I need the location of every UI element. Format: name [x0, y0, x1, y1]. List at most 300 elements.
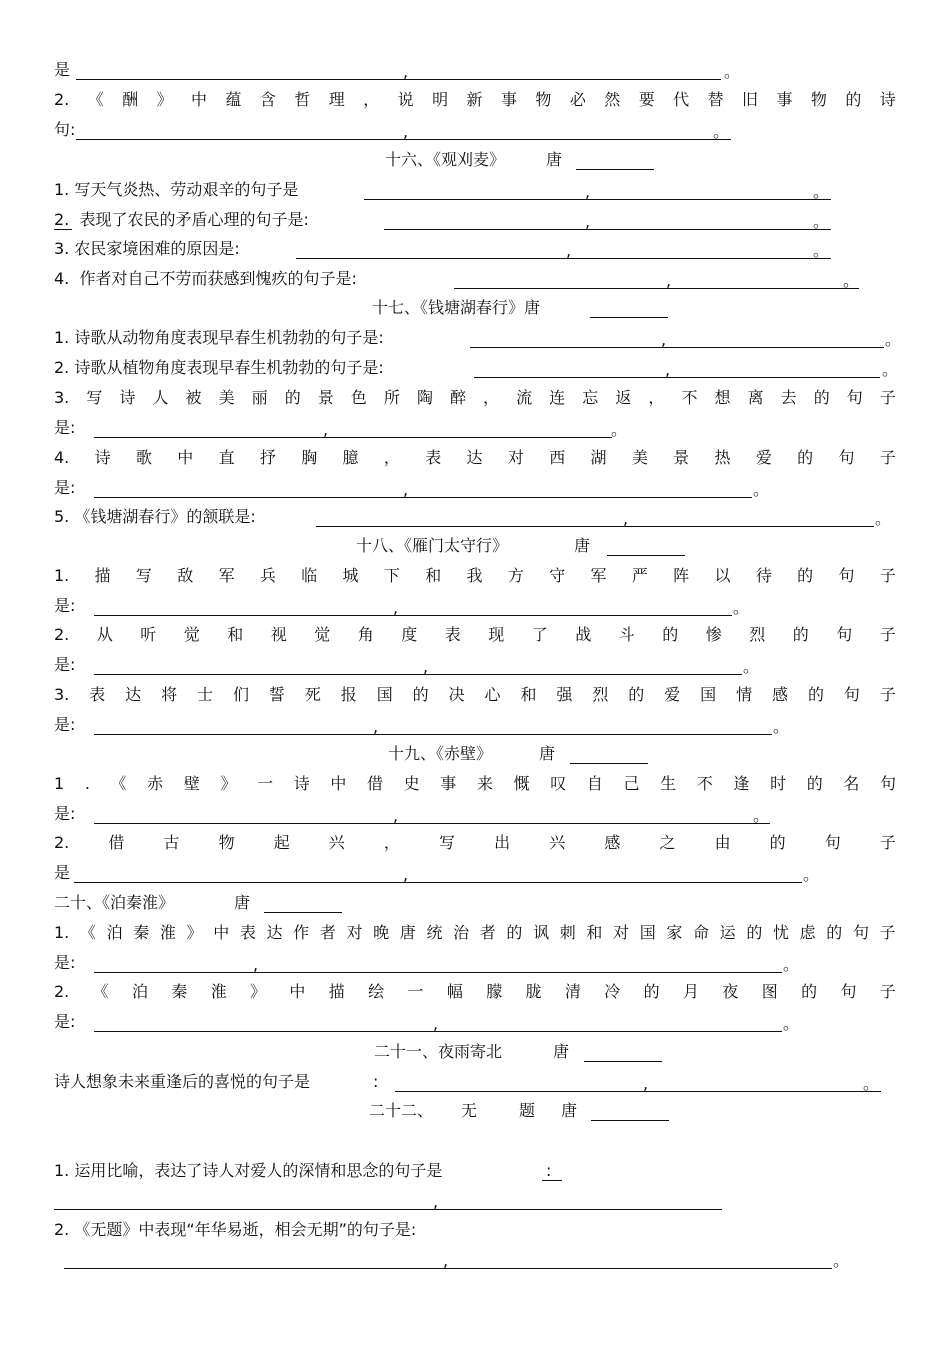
question-char: 觉	[183, 625, 200, 644]
question-char: 报	[340, 685, 357, 704]
question-char: 夜	[722, 982, 739, 1001]
question-char: 兴	[328, 833, 345, 852]
question-char: 统	[426, 923, 443, 942]
question-char: 的	[643, 982, 660, 1001]
period-mark: 。	[875, 509, 892, 528]
question-char: 虑	[799, 923, 816, 942]
question-char: 心	[484, 685, 501, 704]
question-char: 人	[152, 388, 169, 407]
period-mark: 。	[863, 1074, 880, 1093]
question-char: ，	[483, 388, 500, 407]
question-char: 表	[89, 685, 106, 704]
question-char: 写	[439, 833, 456, 852]
period-mark: 。	[882, 360, 899, 379]
question-char: 物	[535, 90, 552, 109]
answer-blank[interactable]	[316, 526, 874, 527]
line-prefix: 是:	[54, 953, 76, 972]
question-char: 景	[673, 448, 690, 467]
question-char: 中	[330, 774, 347, 793]
question-char: 情	[736, 685, 753, 704]
comma-mark: ,	[433, 1014, 439, 1033]
comma-mark: ,	[373, 717, 379, 736]
question-char: 的	[412, 685, 429, 704]
question-label: 2. 诗歌从植物角度表现早春生机勃勃的句子是:	[54, 358, 384, 377]
question-char: 对	[507, 448, 524, 467]
question-char: 壁	[183, 774, 200, 793]
answer-blank[interactable]	[296, 258, 831, 259]
question-label: 5. 《钱塘湖春行》的颔联是:	[54, 507, 256, 526]
question-char: 想	[714, 388, 731, 407]
comma-mark: ,	[423, 657, 429, 676]
s19-q2-line1	[54, 833, 896, 853]
question-char: 们	[232, 685, 249, 704]
s18-q2-line1	[54, 625, 896, 645]
question-char: 中	[213, 923, 230, 942]
question-char: 以	[714, 566, 731, 585]
question-char: 》	[220, 774, 237, 793]
question-char: 子	[879, 448, 896, 467]
period-mark: 。	[753, 806, 770, 825]
dynasty-label: 唐	[574, 536, 591, 555]
question-char: 事	[776, 90, 793, 109]
question-char: 清	[564, 982, 581, 1001]
question-char: 从	[96, 625, 113, 644]
question-char: 烈	[749, 625, 766, 644]
question-char: 家	[666, 923, 683, 942]
s20-q2-line1	[54, 982, 896, 1002]
question-char: 觉	[314, 625, 331, 644]
section-title-char: 无	[461, 1101, 478, 1120]
question-char: 感	[604, 833, 621, 852]
question-char: 明	[432, 90, 449, 109]
question-char: 惨	[705, 625, 722, 644]
question-char: 陶	[416, 388, 433, 407]
question-char: 军	[590, 566, 607, 585]
question-char: 美	[631, 448, 648, 467]
period-mark: 。	[843, 271, 860, 290]
question-char: 代	[673, 90, 690, 109]
question-char: 待	[755, 566, 772, 585]
author-blank[interactable]	[570, 763, 648, 764]
line-prefix: 是:	[54, 804, 76, 823]
answer-blank[interactable]	[76, 79, 721, 80]
question-char: 1.	[54, 566, 70, 585]
question-char: 幅	[446, 982, 463, 1001]
section-title: 十六、《观刈麦》	[385, 150, 506, 169]
question-char: 句	[879, 774, 896, 793]
question-char: 图	[761, 982, 778, 1001]
section-title-char: 题	[519, 1101, 536, 1120]
question-char: 听	[140, 625, 157, 644]
s18-q3-line1	[54, 685, 896, 705]
question-char: 运	[719, 923, 736, 942]
section-title: 十八、《雁门太守行》	[356, 536, 509, 555]
question-char: 秦	[133, 923, 150, 942]
question-char: 子	[879, 388, 896, 407]
comma-mark: ,	[403, 480, 409, 499]
question-char: 2.	[54, 625, 70, 644]
question-char: 决	[448, 685, 465, 704]
question-char: 《	[87, 90, 104, 109]
author-blank[interactable]	[584, 1061, 662, 1062]
colon-mark: :	[546, 1161, 552, 1180]
question-char: 流	[516, 388, 533, 407]
answer-blank[interactable]	[454, 288, 859, 289]
question-char: 守	[549, 566, 566, 585]
question-char: 淮	[159, 923, 176, 942]
question-char: 臆	[342, 448, 359, 467]
question-char: 3.	[54, 388, 70, 407]
question-label: 1. 运用比喻，表达了诗人对爱人的深情和思念的句子是	[54, 1161, 443, 1180]
answer-blank[interactable]	[74, 882, 802, 883]
question-char: 离	[747, 388, 764, 407]
question-char: 》	[156, 90, 173, 109]
dynasty-label: 唐	[553, 1042, 570, 1061]
question-char: 句	[838, 448, 855, 467]
author-blank[interactable]	[264, 912, 342, 913]
question-char: 子	[879, 833, 896, 852]
question-char: 中	[191, 90, 208, 109]
question-char: 感	[772, 685, 789, 704]
question-char: 3.	[54, 685, 70, 704]
question-char: 对	[346, 923, 363, 942]
question-char: 角	[357, 625, 374, 644]
period-mark: 。	[833, 1251, 850, 1270]
answer-blank[interactable]	[470, 347, 884, 348]
section-title: 二十二、	[369, 1101, 434, 1120]
answer-blank[interactable]	[54, 1209, 722, 1210]
question-char: 《	[92, 982, 109, 1001]
comma-mark: ,	[643, 1074, 649, 1093]
question-char: 写	[135, 566, 152, 585]
question-char: 》	[250, 982, 267, 1001]
section-title: 二十、《泊秦淮》	[54, 893, 175, 912]
question-char: 现	[488, 625, 505, 644]
question-char: 斗	[618, 625, 635, 644]
question-char: 烈	[592, 685, 609, 704]
question-char: 忧	[772, 923, 789, 942]
period-mark: 。	[713, 122, 730, 141]
question-char: 直	[218, 448, 235, 467]
period-mark: 。	[885, 330, 902, 349]
question-char: 不	[696, 774, 713, 793]
question-char: 借	[367, 774, 384, 793]
question-char: 说	[397, 90, 414, 109]
question-char: 的	[801, 982, 818, 1001]
dynasty-label: 唐	[546, 150, 563, 169]
question-char: 句	[824, 833, 841, 852]
section-title: 十九、《赤壁》	[388, 744, 493, 763]
question-char: 将	[161, 685, 178, 704]
colon-underline	[542, 1180, 562, 1181]
line-prefix: 是:	[54, 715, 76, 734]
question-char: 古	[163, 833, 180, 852]
question-char: ，	[648, 388, 665, 407]
question-char: 的	[845, 90, 862, 109]
answer-blank[interactable]	[384, 229, 831, 230]
s20-q1-line1	[54, 923, 896, 943]
answer-blank[interactable]	[94, 497, 752, 498]
question-label: 2. 《无题》中表现“年华易逝，相会无期”的句子是:	[54, 1220, 417, 1239]
question-char: 唐	[399, 923, 416, 942]
question-char: 景	[317, 388, 334, 407]
question-char: 湖	[590, 448, 607, 467]
question-char: 新	[466, 90, 483, 109]
question-char: 写	[86, 388, 103, 407]
question-char: 国	[376, 685, 393, 704]
question-char: 不	[681, 388, 698, 407]
question-char: 己	[623, 774, 640, 793]
question-char: 慨	[513, 774, 530, 793]
question-char: 泊	[106, 923, 123, 942]
answer-blank[interactable]	[94, 615, 732, 616]
comma-mark: ,	[403, 122, 409, 141]
question-char: 的	[813, 388, 830, 407]
answer-blank[interactable]	[94, 972, 782, 973]
period-mark: 。	[783, 955, 800, 974]
author-blank[interactable]	[591, 1120, 669, 1121]
s19-q1-line1	[54, 774, 896, 794]
question-char: 自	[586, 774, 603, 793]
question-char: 西	[549, 448, 566, 467]
question-char: 兵	[259, 566, 276, 585]
dynasty-label: 唐	[539, 744, 556, 763]
question-char: 绘	[368, 982, 385, 1001]
period-mark: 。	[743, 657, 760, 676]
question-char: 含	[259, 90, 276, 109]
line-prefix: 是:	[54, 596, 76, 615]
question-char: 的	[797, 448, 814, 467]
dynasty-label: 唐	[234, 893, 251, 912]
comma-mark: ,	[393, 598, 399, 617]
question-char: ，	[363, 90, 380, 109]
question-char: 胸	[301, 448, 318, 467]
question-char: 名	[843, 774, 860, 793]
question-char: 借	[108, 833, 125, 852]
s17-q3-line1	[54, 388, 896, 408]
question-char: 的	[826, 923, 843, 942]
comma-mark: ,	[666, 271, 672, 290]
question-char: 的	[628, 685, 645, 704]
question-char: 的	[792, 625, 809, 644]
question-char: 之	[659, 833, 676, 852]
question-char: 战	[575, 625, 592, 644]
question-char: 爱	[755, 448, 772, 467]
comma-mark: ,	[566, 241, 572, 260]
question-char: 被	[185, 388, 202, 407]
question-char: 句	[836, 625, 853, 644]
question-char: 严	[631, 566, 648, 585]
question-char: 一	[407, 982, 424, 1001]
author-blank[interactable]	[576, 169, 654, 170]
question-char: 我	[466, 566, 483, 585]
question-char: 史	[403, 774, 420, 793]
colon-mark: :	[373, 1072, 379, 1091]
question-char: 表	[425, 448, 442, 467]
question-char: 酬	[122, 90, 139, 109]
question-char: 临	[301, 566, 318, 585]
question-char: 色	[350, 388, 367, 407]
answer-blank[interactable]	[94, 734, 772, 735]
section-title: 二十一、夜雨寄北	[374, 1042, 503, 1061]
question-label: 诗人想象未来重逢后的喜悦的句子是	[54, 1072, 311, 1091]
question-char: 事	[440, 774, 457, 793]
question-char: 抒	[259, 448, 276, 467]
question-char: 的	[806, 774, 823, 793]
question-char: 达	[266, 923, 283, 942]
question-char: 逢	[733, 774, 750, 793]
author-blank[interactable]	[590, 317, 668, 318]
question-char: 连	[549, 388, 566, 407]
question-char: 》	[186, 923, 203, 942]
question-label: 1. 写天气炎热、劳动艰辛的句子是	[54, 180, 299, 199]
question-char: 时	[770, 774, 787, 793]
question-char: 兴	[549, 833, 566, 852]
question-char: .	[84, 774, 90, 793]
number-underline	[54, 229, 72, 230]
question-char: 作	[293, 923, 310, 942]
comma-mark: ,	[661, 330, 667, 349]
question-char: 必	[569, 90, 586, 109]
question-char: 一	[257, 774, 274, 793]
question-char: 的	[797, 566, 814, 585]
question-char: 起	[273, 833, 290, 852]
question-char: 句	[843, 685, 860, 704]
period-mark: 。	[753, 480, 770, 499]
question-char: 的	[662, 625, 679, 644]
answer-blank[interactable]	[94, 674, 742, 675]
question-char: 死	[304, 685, 321, 704]
question-char: 物	[810, 90, 827, 109]
question-char: 热	[714, 448, 731, 467]
question-label: 1. 诗歌从动物角度表现早春生机勃勃的句子是:	[54, 328, 384, 347]
comma-mark: ,	[403, 865, 409, 884]
line-prefix: 句:	[54, 120, 76, 139]
question-char: 和	[425, 566, 442, 585]
period-mark: 。	[813, 241, 830, 260]
question-char: 视	[270, 625, 287, 644]
question-char: 所	[383, 388, 400, 407]
answer-blank[interactable]	[94, 437, 612, 438]
question-char: 描	[328, 982, 345, 1001]
question-char: 冷	[604, 982, 621, 1001]
comma-mark: ,	[433, 1192, 439, 1211]
question-char: 命	[693, 923, 710, 942]
question-char: ，	[383, 448, 400, 467]
line-prefix: 是	[54, 863, 71, 882]
question-char: 敌	[177, 566, 194, 585]
answer-blank[interactable]	[364, 199, 831, 200]
question-char: 阵	[673, 566, 690, 585]
question-char: 然	[604, 90, 621, 109]
dynasty-label: 唐	[561, 1101, 578, 1120]
line-prefix: 是:	[54, 655, 76, 674]
period-mark: 。	[803, 865, 820, 884]
question-char: 诗	[293, 774, 310, 793]
question-char: 的	[746, 923, 763, 942]
question-label: 2. 表现了农民的矛盾心理的句子是:	[54, 210, 309, 229]
period-mark: 。	[813, 212, 830, 231]
question-char: 生	[660, 774, 677, 793]
comma-mark: ,	[623, 509, 629, 528]
question-char: 由	[714, 833, 731, 852]
question-char: 强	[556, 685, 573, 704]
comma-mark: ,	[585, 182, 591, 201]
question-char: 达	[466, 448, 483, 467]
answer-blank[interactable]	[395, 1091, 881, 1092]
question-char: 子	[879, 566, 896, 585]
question-char: 誓	[268, 685, 285, 704]
question-char: 歌	[135, 448, 152, 467]
question-char: 中	[289, 982, 306, 1001]
question-char: 刺	[559, 923, 576, 942]
period-mark: 。	[724, 62, 741, 81]
q2-line1	[54, 90, 896, 110]
question-char: 2.	[54, 833, 70, 852]
question-char: 要	[638, 90, 655, 109]
question-char: 下	[383, 566, 400, 585]
question-char: 2.	[54, 90, 70, 109]
question-char: 子	[879, 625, 896, 644]
question-char: 哲	[294, 90, 311, 109]
question-char: 淮	[210, 982, 227, 1001]
question-char: 朦	[486, 982, 503, 1001]
question-char: 的	[506, 923, 523, 942]
question-char: 句	[838, 566, 855, 585]
question-char: 理	[328, 90, 345, 109]
question-char: 爱	[664, 685, 681, 704]
question-char: 子	[879, 685, 896, 704]
question-char: 描	[94, 566, 111, 585]
line-prefix: 是:	[54, 1012, 76, 1031]
author-blank[interactable]	[607, 555, 685, 556]
line-prefix: 是:	[54, 478, 76, 497]
period-mark: 。	[773, 717, 790, 736]
question-char: 返	[615, 388, 632, 407]
question-char: 的	[769, 833, 786, 852]
question-char: 句	[852, 923, 869, 942]
question-char: 中	[177, 448, 194, 467]
question-char: 《	[79, 923, 96, 942]
question-char: 蕴	[225, 90, 242, 109]
answer-blank[interactable]	[94, 823, 770, 824]
comma-mark: ,	[585, 212, 591, 231]
question-char: 治	[453, 923, 470, 942]
question-char: 《	[110, 774, 127, 793]
question-char: 美	[218, 388, 235, 407]
question-char: 城	[342, 566, 359, 585]
answer-blank[interactable]	[474, 377, 880, 378]
question-char: 和	[520, 685, 537, 704]
question-char: 诗	[879, 90, 896, 109]
question-char: 达	[125, 685, 142, 704]
comma-mark: ,	[253, 955, 259, 974]
question-char: 句	[840, 982, 857, 1001]
s18-q1-line1	[54, 566, 896, 586]
question-char: 4.	[54, 448, 70, 467]
question-char: 诗	[119, 388, 136, 407]
question-char: 叹	[550, 774, 567, 793]
question-char: 子	[879, 923, 896, 942]
question-label: 3. 农民家境困难的原因是:	[54, 239, 240, 258]
question-char: 醉	[450, 388, 467, 407]
period-mark: 。	[813, 182, 830, 201]
line-prefix: 是	[54, 60, 71, 79]
question-char: 表	[239, 923, 256, 942]
question-char: 泊	[131, 982, 148, 1001]
question-char: 子	[879, 982, 896, 1001]
question-char: 讽	[533, 923, 550, 942]
